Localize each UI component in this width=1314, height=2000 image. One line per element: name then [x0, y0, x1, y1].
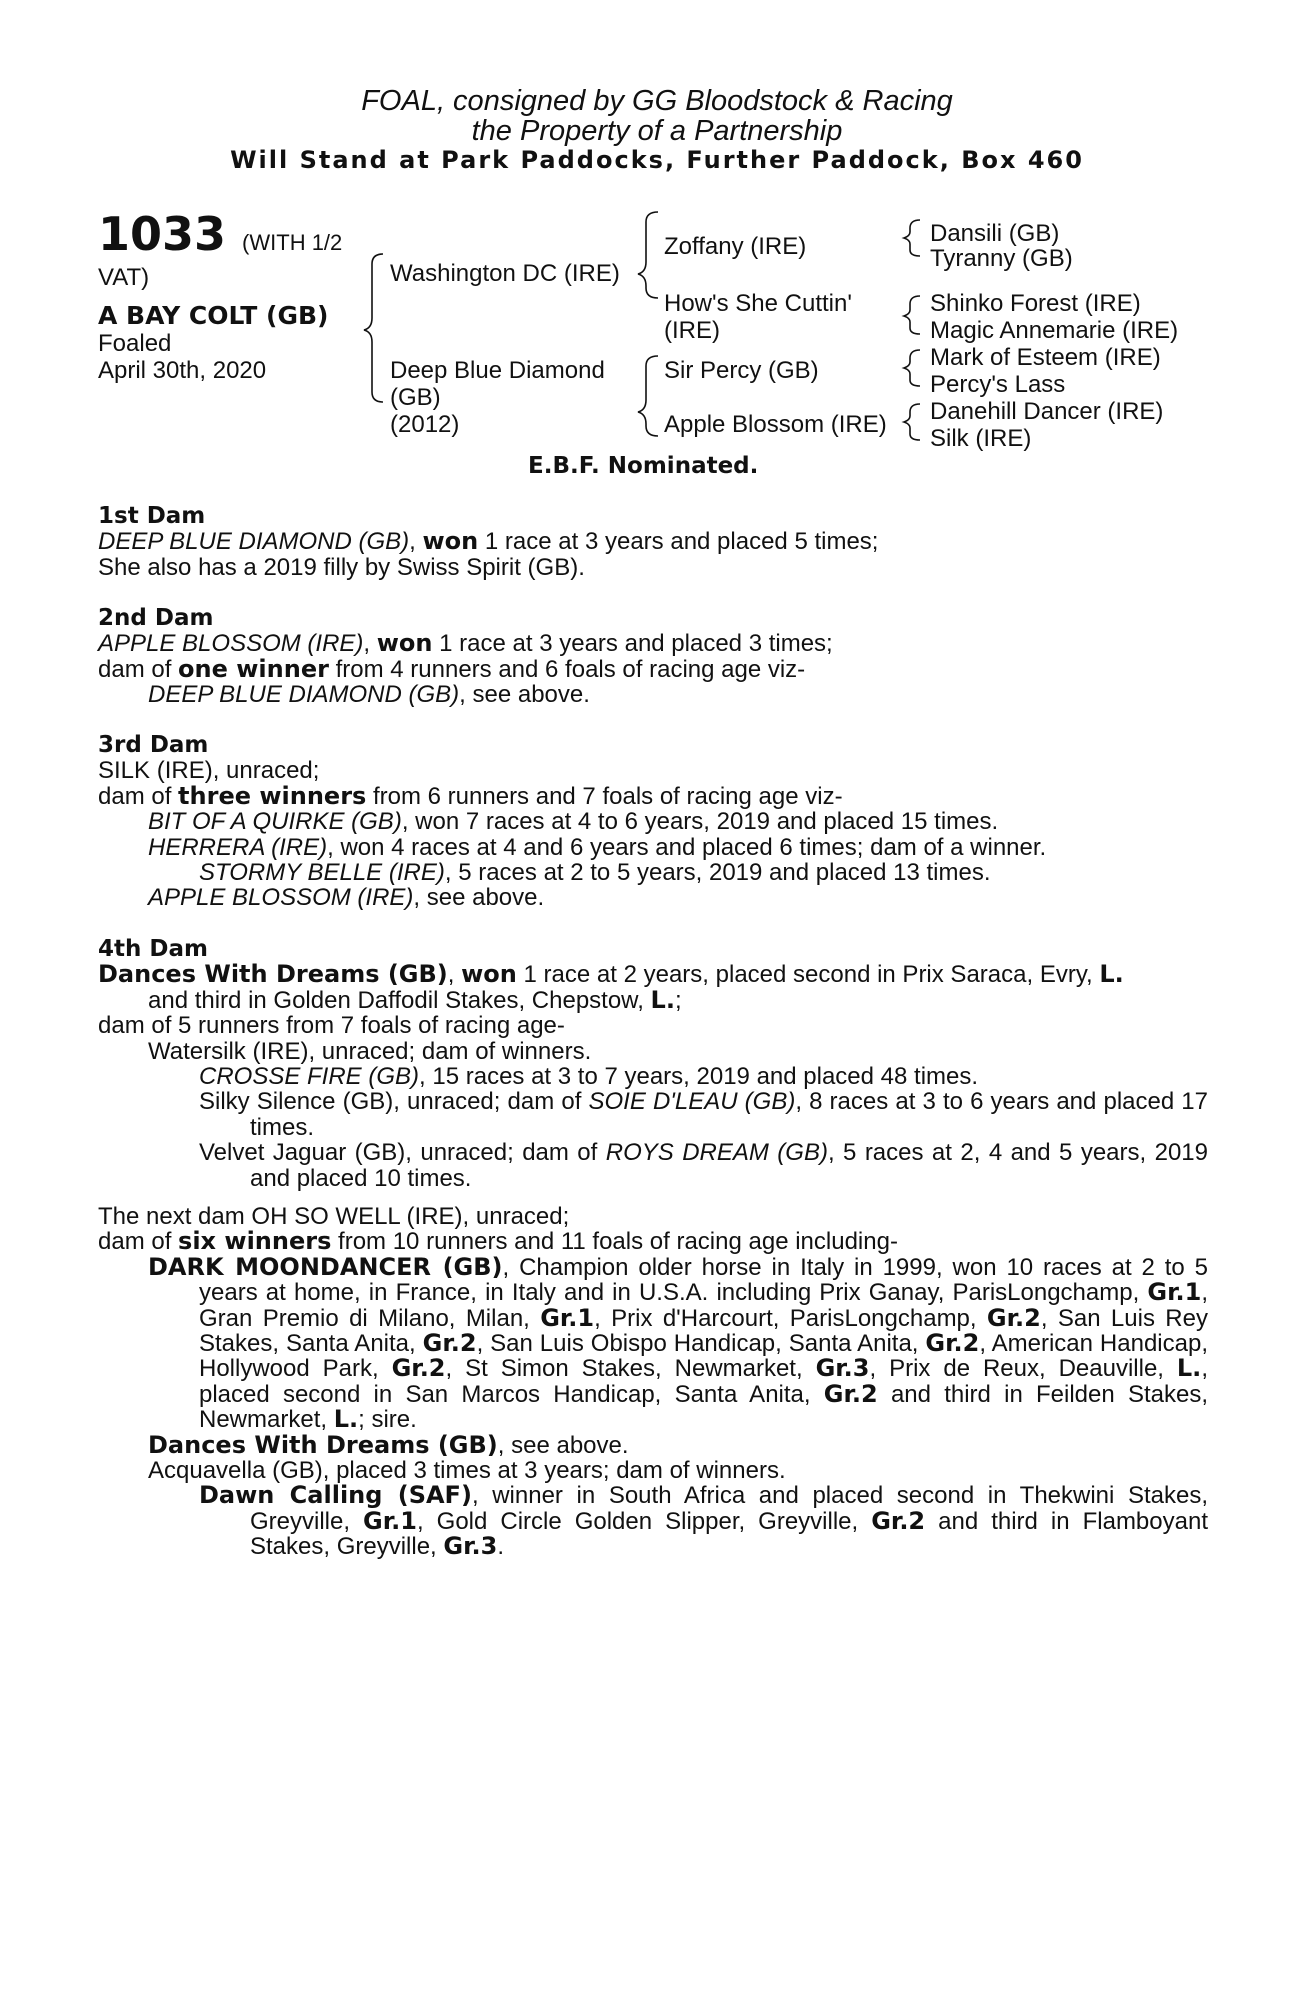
next-dam-line: The next dam OH SO WELL (IRE), unraced; [98, 1203, 570, 1230]
first-dam-line: DEEP BLUE DIAMOND (GB), won 1 race at 3 years and placed 5 times; [98, 527, 879, 556]
dd-sire: Danehill Dancer (IRE) [930, 398, 1164, 425]
stabling-line: Will Stand at Park Paddocks, Further Paddock, Box 460 [230, 146, 1084, 174]
second-dam-offspring: DEEP BLUE DIAMOND (GB), see above. [148, 681, 590, 709]
bracket-ss [904, 220, 920, 256]
dd-dam: Silk (IRE) [930, 425, 1032, 452]
ds-dam: Percy's Lass [930, 371, 1066, 398]
sire-name: Washington DC (IRE) [390, 260, 620, 287]
ds-sire: Mark of Esteem (IRE) [930, 344, 1161, 371]
third-dam-produce: dam of three winners from 6 runners and 7 foals of racing age viz- [98, 781, 843, 810]
third-dam-offspring-2: HERRERA (IRE), won 4 races at 4 and 6 years and placed 6 times; dam of a winner. [148, 833, 1047, 861]
ebf-nomination: E.B.F. Nominated. [528, 453, 759, 479]
acquavella-entry: Acquavella (GB), placed 3 times at 3 years; dam of winners. [148, 1457, 786, 1485]
sd-sire: Shinko Forest (IRE) [930, 290, 1141, 317]
sire-dam: How's She Cuttin' [664, 290, 852, 317]
dam-sire: Sir Percy (GB) [664, 357, 819, 384]
bracket-dd [904, 404, 920, 440]
third-dam-line: SILK (IRE), unraced; [98, 757, 320, 785]
fourth-dam-offspring-1: Watersilk (IRE), unraced; dam of winners. [148, 1037, 592, 1065]
first-dam-note: She also has a 2019 filly by Swiss Spirit (GB). [98, 553, 585, 581]
fourth-dam-line: Dances With Dreams (GB), won 1 race at 2 years, placed second in Prix Saraca, Evry, L. [98, 960, 1124, 989]
first-dam-heading: 1st Dam [98, 503, 206, 529]
ss-sire: Dansili (GB) [930, 220, 1060, 247]
dam-year: (2012) [390, 411, 460, 438]
property-line: the Property of a Partnership [471, 115, 843, 147]
fourth-dam-offspring-2: Silky Silence (GB), unraced; dam of SOIE D'LEAU (GB), 8 races at 3 to 6 years and placed 17 times. [199, 1088, 1208, 1141]
second-dam-produce: dam of one winner from 4 runners and 6 foals of racing age viz- [98, 654, 806, 683]
foaled-label: Foaled [98, 330, 172, 357]
second-dam-line: APPLE BLOSSOM (IRE), won 1 race at 3 years and placed 3 times; [98, 629, 833, 658]
third-dam-section [98, 733, 1208, 911]
next-dam-produce: dam of six winners from 10 runners and 11 foals of racing age including- [98, 1227, 898, 1256]
vat-note: (WITH 1/2 [242, 230, 343, 255]
third-dam-heading: 3rd Dam [98, 732, 209, 758]
next-dam-section [98, 1204, 1208, 1560]
sd-dam: Magic Annemarie (IRE) [930, 317, 1179, 344]
fourth-dam-produce: dam of 5 runners from 7 foals of racing age- [98, 1012, 565, 1040]
fourth-dam-line-cont: and third in Golden Daffodil Stakes, Chepstow, L.; [148, 985, 682, 1014]
third-dam-offspring-3: APPLE BLOSSOM (IRE), see above. [148, 884, 545, 912]
bracket-main [364, 254, 383, 402]
vat-note-cont: VAT) [98, 264, 150, 291]
first-dam-section [98, 504, 1208, 580]
dawn-calling-entry: Dawn Calling (SAF), winner in South Africa and placed second in Thekwini Stakes, Greyville, Gr.1, Gold Circle Golden Slipper, Greyville, Gr.2 and third in Flamboyant Stakes, Greyville, Gr.3. [199, 1481, 1209, 1561]
consignor-line: FOAL, consigned by GG Bloodstock & Racing [361, 85, 953, 117]
third-dam-offspring-1: BIT OF A QUIRKE (GB), won 7 races at 4 to 6 years, 2019 and placed 15 times. [148, 808, 999, 836]
fourth-dam-offspring-3: Velvet Jaguar (GB), unraced; dam of ROYS DREAM (GB), 5 races at 2, 4 and 5 years, 2019 and placed 10 times. [199, 1139, 1208, 1192]
dances-with-dreams-entry: Dances With Dreams (GB), see above. [148, 1430, 629, 1459]
lot-title: A BAY COLT (GB) [98, 301, 329, 330]
fourth-dam-heading: 4th Dam [98, 936, 208, 962]
third-dam-grandoffspring: STORMY BELLE (IRE), 5 races at 2 to 5 years, 2019 and placed 13 times. [199, 859, 991, 887]
bracket-ds [904, 350, 920, 386]
second-dam-heading: 2nd Dam [98, 605, 214, 631]
bracket-sire [638, 212, 658, 298]
bracket-dam [638, 356, 658, 436]
bracket-sd [904, 296, 920, 334]
foaled-date: April 30th, 2020 [98, 357, 267, 384]
dam-dam: Apple Blossom (IRE) [664, 411, 887, 438]
dam-origin: (GB) [390, 384, 441, 411]
sire-dam-origin: (IRE) [664, 317, 720, 344]
lot-number: 1033 (WITH 1/2 [98, 207, 343, 261]
second-dam-section [98, 606, 1208, 708]
sire-sire: Zoffany (IRE) [664, 233, 807, 260]
fourth-dam-section [98, 937, 1208, 1191]
dark-moondancer-entry: DARK MOONDANCER (GB), Champion older horse in Italy in 1999, won 10 races at 2 to 5 years at home, in France, in Italy and in U.S.A. including Prix Ganay, ParisLongchamp, Gr.1, Gran Premio di Milano, Milan, Gr.1, Prix d'Harcourt, ParisLongchamp, Gr.2, San Luis Rey Stakes, Santa Anita, Gr.2, San Luis Obispo Handicap, Santa Anita, Gr.2, American Handicap, Hollywood Park, Gr.2, St Simon Stakes, Newmarket, Gr.3, Prix de Reux, Deauville, L., placed second in San Marcos Handicap, Santa Anita, Gr.2 and third in Feilden Stakes, Newmarket, L.; sire. [148, 1252, 1209, 1434]
dam-name: Deep Blue Diamond [390, 357, 605, 384]
ss-dam: Tyranny (GB) [930, 245, 1073, 272]
fourth-dam-grand-1: CROSSE FIRE (GB), 15 races at 3 to 7 years, 2019 and placed 48 times. [199, 1063, 979, 1091]
